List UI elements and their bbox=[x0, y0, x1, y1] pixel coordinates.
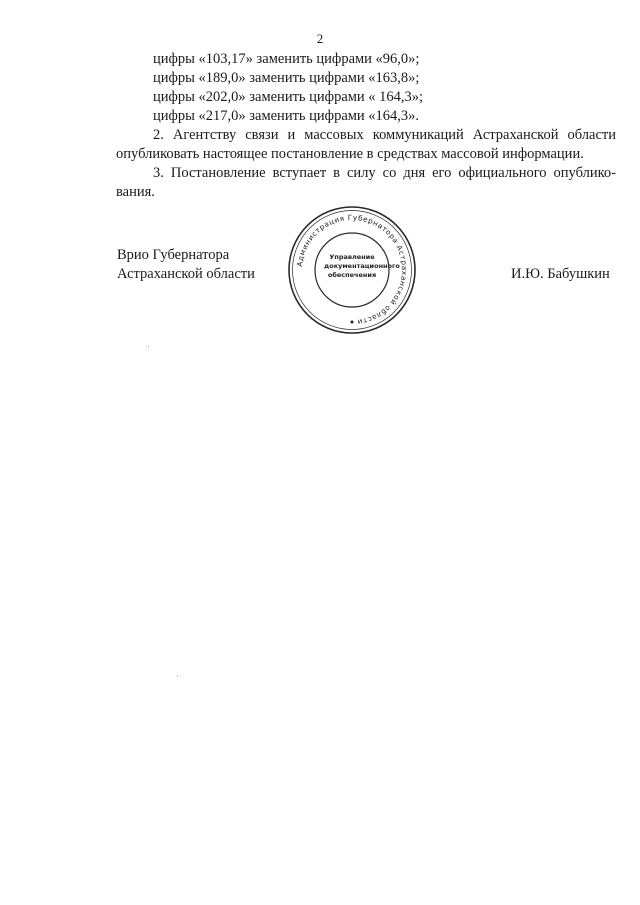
signer-title-line-1: Врио Губернатора bbox=[117, 247, 230, 263]
scan-speck bbox=[177, 676, 178, 677]
signer-title-line-2: Астраханской области bbox=[117, 266, 255, 282]
document-body bbox=[116, 50, 616, 202]
paragraph-3: 3. Постановление вступает в силу со дня его официального опублико-вания. bbox=[116, 165, 616, 200]
seal-ring-text: Администрация Губернатора Астраханской области bbox=[295, 212, 410, 327]
official-seal bbox=[284, 204, 420, 336]
seal-dot bbox=[351, 321, 354, 324]
scan-speck bbox=[148, 346, 149, 347]
seal-center-line-2: документационного bbox=[324, 262, 400, 270]
signer-title bbox=[117, 246, 255, 284]
signer-name: И.Ю. Бабушкин bbox=[511, 266, 610, 282]
replacement-line-3: цифры «202,0» заменить цифрами « 164,3»; bbox=[153, 89, 424, 105]
replacement-line-1: цифры «103,17» заменить цифрами «96,0»; bbox=[153, 51, 420, 67]
replacement-line-2: цифры «189,0» заменить цифрами «163,8»; bbox=[153, 70, 420, 86]
seal-center-text bbox=[324, 253, 400, 280]
seal-center-line-3: обеспечения bbox=[327, 271, 377, 279]
replacement-line-4: цифры «217,0» заменить цифрами «164,3». bbox=[153, 108, 420, 124]
page-number: 2 bbox=[316, 31, 324, 46]
paragraph-2: 2. Агентству связи и массовых коммуникаций Астраханской области опубликовать настоящее постановление в средствах массовой информации. bbox=[116, 127, 616, 162]
seal-center-line-1: Управление bbox=[329, 253, 375, 261]
